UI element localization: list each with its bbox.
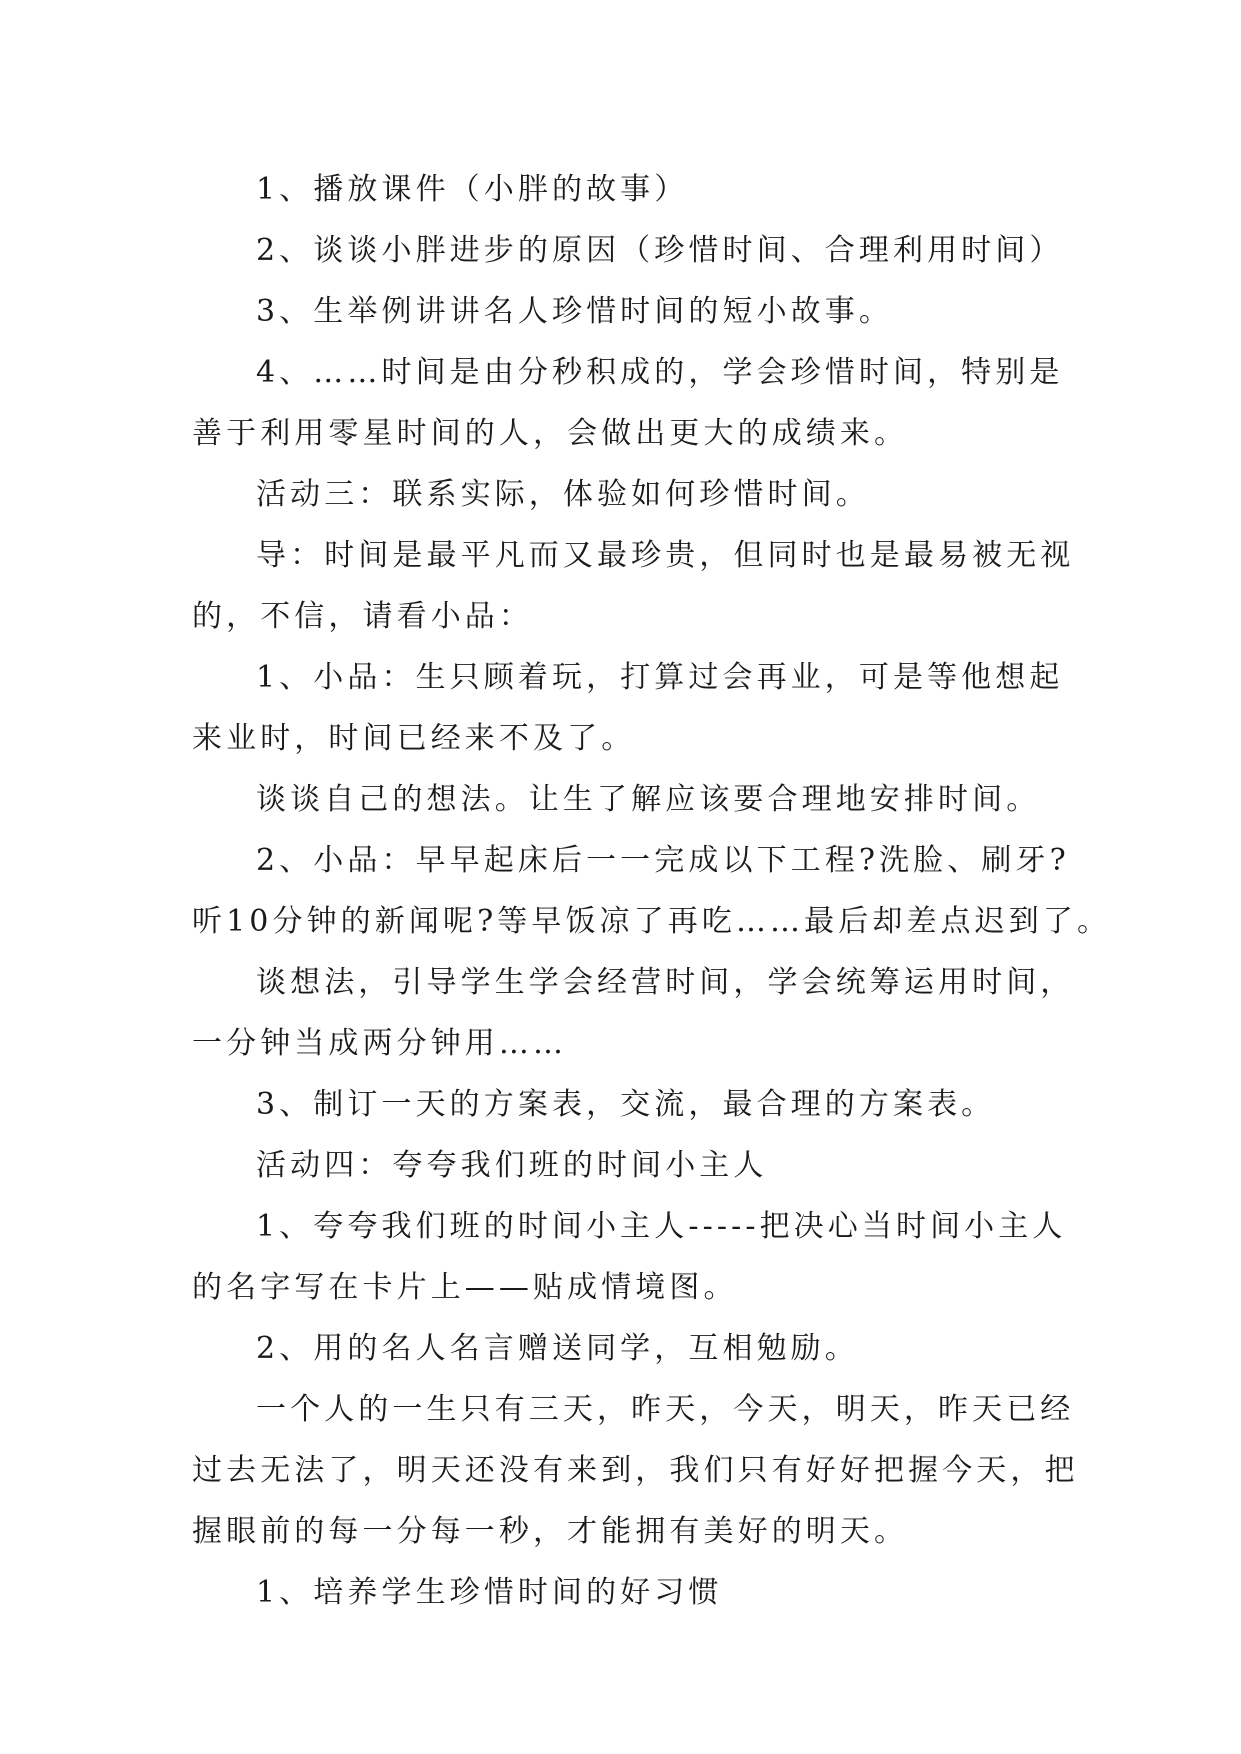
paragraph-8	[192, 769, 1060, 830]
text-line: 2、用的名人名言赠送同学，互相勉励。	[256, 1331, 859, 1366]
text-line: 1、培养学生珍惜时间的好习惯	[256, 1575, 723, 1610]
paragraph-15	[192, 1379, 1079, 1562]
text-line: 2、谈谈小胖进步的原因（珍惜时间、合理利用时间）	[256, 233, 1064, 268]
text-line: 来业时，时间已经来不及了。	[192, 721, 636, 756]
paragraph-1	[192, 159, 1060, 220]
text-line: 谈谈自己的想法。让生了解应该要合理地安排时间。	[256, 782, 1041, 817]
text-line: 2、小品：早早起床后一一完成以下工程?洗脸、刷牙?	[256, 843, 1070, 878]
paragraph-10	[192, 952, 1075, 1074]
document-body	[192, 159, 1112, 1623]
text-line: 听10分钟的新闻呢?等早饭凉了再吃……最后却差点迟到了。	[192, 904, 1112, 939]
paragraph-9	[192, 830, 1112, 952]
paragraph-4	[192, 342, 1064, 464]
text-line: 1、夸夸我们班的时间小主人-----把决心当时间小主人	[256, 1209, 1067, 1244]
text-line: 谈想法，引导学生学会经营时间，学会统筹运用时间，	[256, 965, 1075, 1000]
paragraph-14	[192, 1318, 1060, 1379]
text-line: 一分钟当成两分钟用……	[192, 1026, 568, 1061]
paragraph-3	[192, 281, 1060, 342]
text-line: 3、生举例讲讲名人珍惜时间的短小故事。	[256, 294, 893, 329]
paragraph-7	[192, 647, 1064, 769]
text-line: 握眼前的每一分每一秒，才能拥有美好的明天。	[192, 1514, 909, 1549]
text-line: 3、制订一天的方案表，交流，最合理的方案表。	[256, 1087, 996, 1122]
text-line: 一个人的一生只有三天，昨天，今天，明天，昨天已经	[256, 1392, 1075, 1427]
text-line: 的名字写在卡片上——贴成情境图。	[192, 1270, 738, 1305]
paragraph-11	[192, 1074, 1060, 1135]
text-line: 活动四：夸夸我们班的时间小主人	[256, 1148, 768, 1183]
text-line: 的，不信，请看小品：	[192, 599, 533, 634]
paragraph-12	[192, 1135, 1060, 1196]
paragraph-2	[192, 220, 1064, 281]
text-line: 4、……时间是由分秒积成的，学会珍惜时间，特别是	[256, 355, 1064, 390]
text-line: 善于利用零星时间的人，会做出更大的成绩来。	[192, 416, 909, 451]
text-line: 活动三：联系实际，体验如何珍惜时间。	[256, 477, 870, 512]
paragraph-6	[192, 525, 1075, 647]
text-line: 过去无法了，明天还没有来到，我们只有好好把握今天，把	[192, 1453, 1079, 1488]
paragraph-13	[192, 1196, 1067, 1318]
text-line: 导：时间是最平凡而又最珍贵，但同时也是最易被无视	[256, 538, 1075, 573]
paragraph-5	[192, 464, 1060, 525]
paragraph-16	[192, 1562, 1060, 1623]
text-line: 1、播放课件（小胖的故事）	[256, 172, 689, 207]
text-line: 1、小品：生只顾着玩，打算过会再业，可是等他想起	[256, 660, 1064, 695]
